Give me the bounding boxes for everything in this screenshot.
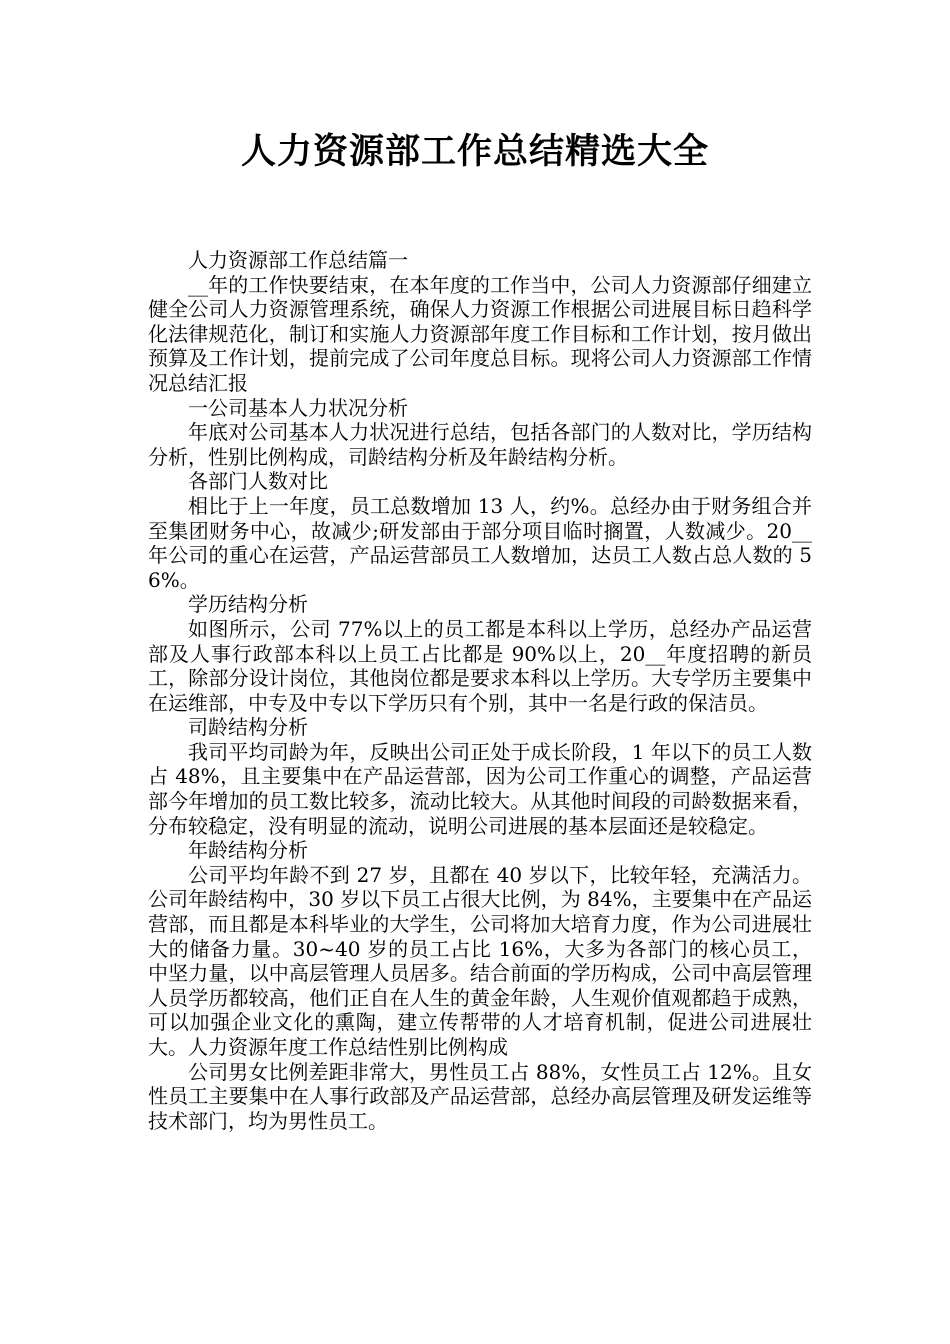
body-paragraph: 如图所示，公司 77%以上的员工都是本科以上学历，总经办产品运营部及人事行政部本科以上员工占比都是 90%以上，20__年度招聘的新员工，除部分设计岗位，其他岗位都是要求本科以上学历。大专学历主要集中在运维部，中专及中专以下学历只有个别，其中一名是行政的保洁员。 bbox=[148, 616, 812, 715]
body-paragraph: 年底对公司基本人力状况进行总结，包括各部门的人数对比，学历结构分析，性别比例构成，司龄结构分析及年龄结构分析。 bbox=[148, 420, 812, 469]
body-paragraph: 相比于上一年度，员工总数增加 13 人，约%。总经办由于财务组合并至集团财务中心，故减少;研发部由于部分项目临时搁置，人数减少。20__年公司的重心在运营，产品运营部员工人数增加，达员工人数占总人数的 56%。 bbox=[148, 493, 812, 592]
body-paragraph: 公司男女比例差距非常大，男性员工占 88%，女性员工占 12%。且女性员工主要集中在人事行政部及产品运营部，总经办高层管理及研发运维等技术部门，均为男性员工。 bbox=[148, 1059, 812, 1133]
body-paragraph: __年的工作快要结束，在本年度的工作当中，公司人力资源部仔细建立健全公司人力资源管理系统，确保人力资源工作根据公司进展目标日趋科学化法律规范化，制订和实施人力资源部年度工作目标和工作计划，按月做出预算及工作计划，提前完成了公司年度总目标。现将公司人力资源部工作情况总结汇报 bbox=[148, 272, 812, 395]
section-heading: 人力资源部工作总结篇一 bbox=[188, 248, 408, 272]
section-heading: 学历结构分析 bbox=[188, 592, 308, 617]
body-paragraph: 公司平均年龄不到 27 岁，且都在 40 岁以下，比较年轻，充满活力。公司年龄结构中，30 岁以下员工占很大比例，为 84%，主要集中在产品运营部，而且都是本科毕业的大学生，公司将加大培育力度，作为公司进展壮大的储备力量。30~40 岁的员工占比 16%，大多为各部门的核心员工，中坚力量，以中高层管理人员居多。结合前面的学历构成，公司中高层管理人员学历都较高，他们正自在人生的黄金年龄，人生观价值观都趋于成熟，可以加强企业文化的熏陶，建立传帮带的人才培育机制，促进公司进展壮大。人力资源年度工作总结性别比例构成 bbox=[148, 862, 812, 1059]
page-title: 人力资源部工作总结精选大全 bbox=[240, 132, 709, 172]
document-body bbox=[148, 248, 812, 1133]
section-heading: 一公司基本人力状况分析 bbox=[188, 395, 408, 420]
section-heading: 司龄结构分析 bbox=[188, 715, 308, 740]
body-paragraph: 我司平均司龄为年，反映出公司正处于成长阶段，1 年以下的员工人数占 48%，且主要集中在产品运营部，因为公司工作重心的调整，产品运营部今年增加的员工数比较多，流动比较大。从其他时间段的司龄数据来看，分布较稳定，没有明显的流动，说明公司进展的基本层面还是较稳定。 bbox=[148, 739, 812, 838]
section-heading: 各部门人数对比 bbox=[188, 469, 328, 494]
section-heading: 年龄结构分析 bbox=[188, 838, 308, 863]
